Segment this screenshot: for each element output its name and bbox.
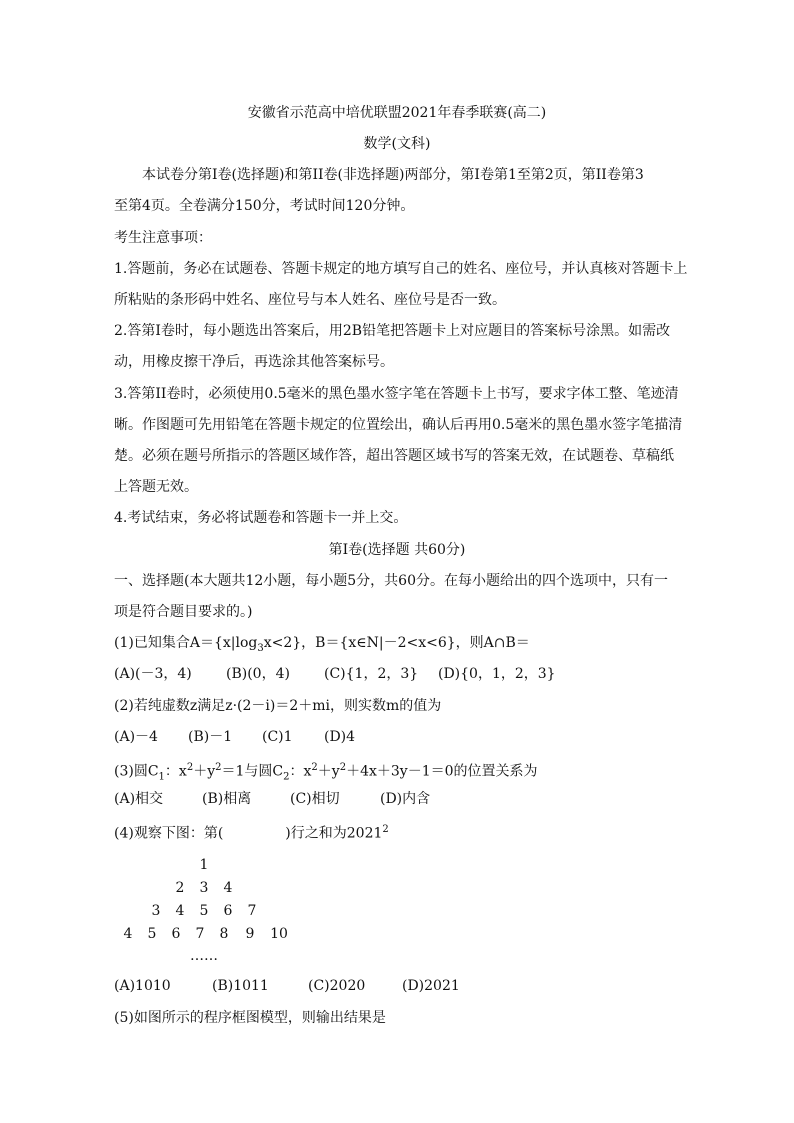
exam-subject: 数学(文科): [363, 136, 431, 152]
q3-option-c[interactable]: (C)相切: [290, 791, 340, 807]
intro-line-1: 本试卷分第I卷(选择题)和第II卷(非选择题)两部分，第I卷第1至第2页，第II卷第3: [142, 167, 644, 183]
q4-option-a[interactable]: (A)1010: [114, 978, 171, 994]
triangle-number: 9: [245, 926, 255, 942]
note-2-line-1: 2.答第I卷时，每小题选出答案后，用2B铅笔把答题卡上对应题目的答案标号涂黑。如需改: [114, 323, 671, 339]
q1-options: [114, 664, 556, 684]
triangle-row-1: [0, 855, 794, 875]
q4-options: [114, 976, 460, 996]
q1-option-a[interactable]: (A)(－3，4): [114, 666, 192, 682]
intro-line-2: 至第4页。全卷满分150分，考试时间120分钟。: [114, 198, 415, 214]
triangle-number: 7: [195, 926, 205, 942]
triangle-number: 10: [270, 926, 288, 942]
section-instr-line-2: 项是符合题目要求的。): [114, 604, 253, 620]
triangle-number: 7: [247, 903, 257, 919]
note-4: 4.考试结束，务必将试题卷和答题卡一并上交。: [114, 510, 408, 526]
q1-option-b[interactable]: (B)(0，4): [226, 666, 290, 682]
triangle-number: 8: [219, 926, 229, 942]
triangle-row-4: [0, 924, 794, 944]
triangle-number: 4: [223, 880, 233, 896]
triangle-number: 6: [223, 903, 233, 919]
q5-stem: (5)如图所示的程序框图模型，则输出结果是: [114, 1010, 386, 1026]
notes-heading: 考生注意事项：: [114, 230, 212, 246]
q4-option-b[interactable]: (B)1011: [212, 978, 269, 994]
q4-option-c[interactable]: (C)2020: [308, 978, 366, 994]
triangle-number: 1: [199, 857, 209, 873]
section-title: 第I卷(选择题 共60分): [328, 542, 466, 558]
section-instr-line-1: 一、选择题(本大题共12小题，每小题5分，共60分。在每小题给出的四个选项中，只有一: [114, 573, 668, 589]
triangle-ellipsis: ……: [190, 948, 218, 964]
note-3-line-1: 3.答第II卷时，必须使用0.5毫米的黑色墨水签字笔在答题卡上书写，要求字体工整、笔迹清: [114, 386, 679, 402]
note-1-line-2: 所粘贴的条形码中姓名、座位号与本人姓名、座位号是否一致。: [114, 292, 506, 308]
q2-option-b[interactable]: (B)－1: [188, 729, 233, 745]
note-3-line-2: 晰。作图题可先用铅笔在答题卡规定的位置绘出，确认后再用0.5毫米的黑色墨水签字笔描清: [114, 417, 683, 433]
q3-stem: (3)圆$C_1$：$x^2+y^2=1$与圆$C_2$：$x^2+y^2+4x+3y-1=0$的位置关系为: [114, 762, 538, 783]
q3-options: [114, 789, 430, 809]
triangle-number: 4: [123, 926, 133, 942]
note-3-line-3: 楚。必须在题号所指示的答题区域作答，超出答题区域书写的答案无效，在试题卷、草稿纸: [114, 448, 674, 464]
triangle-number: 5: [199, 903, 209, 919]
q3-option-b[interactable]: (B)相离: [202, 791, 252, 807]
triangle-number: 3: [199, 880, 209, 896]
triangle-number: 3: [151, 903, 161, 919]
exam-title: 安徽省示范高中培优联盟2021年春季联赛(高二): [247, 105, 547, 121]
q3-option-a[interactable]: (A)相交: [114, 791, 164, 807]
note-1-line-1: 1.答题前，务必在试题卷、答题卡规定的地方填写自己的姓名、座位号，并认真核对答题卡上: [114, 261, 688, 277]
q1-option-d[interactable]: (D){0，1，2，3}: [438, 666, 556, 682]
q2-option-c[interactable]: (C)1: [262, 729, 293, 745]
q2-option-d[interactable]: (D)4: [324, 729, 356, 745]
q1-stem: (1)已知集合$A=\{x|\log_3x<2\}$，B＝{x∈N|－2<x<6}，则A∩B＝: [114, 635, 530, 654]
triangle-number: 5: [147, 926, 157, 942]
q2-options: [114, 727, 355, 747]
q2-stem: (2)若纯虚数z满足z·(2－i)＝2＋mi，则实数m的值为: [114, 698, 442, 714]
triangle-row-3: [0, 901, 794, 921]
note-3-line-4: 上答题无效。: [114, 479, 198, 495]
triangle-row-2: [0, 878, 794, 898]
triangle-number: 4: [175, 903, 185, 919]
triangle-number: 6: [171, 926, 181, 942]
note-2-line-2: 动，用橡皮擦干净后，再选涂其他答案标号。: [114, 354, 394, 370]
triangle-number: 2: [175, 880, 185, 896]
q4-stem: (4)观察下图：第( )行之和为2021$^2$: [114, 824, 389, 842]
q3-option-d[interactable]: (D)内含: [380, 791, 431, 807]
q1-option-c[interactable]: (C){1，2，3}: [324, 666, 419, 682]
q4-option-d[interactable]: (D)2021: [402, 978, 460, 994]
q2-option-a[interactable]: (A)－4: [114, 729, 158, 745]
